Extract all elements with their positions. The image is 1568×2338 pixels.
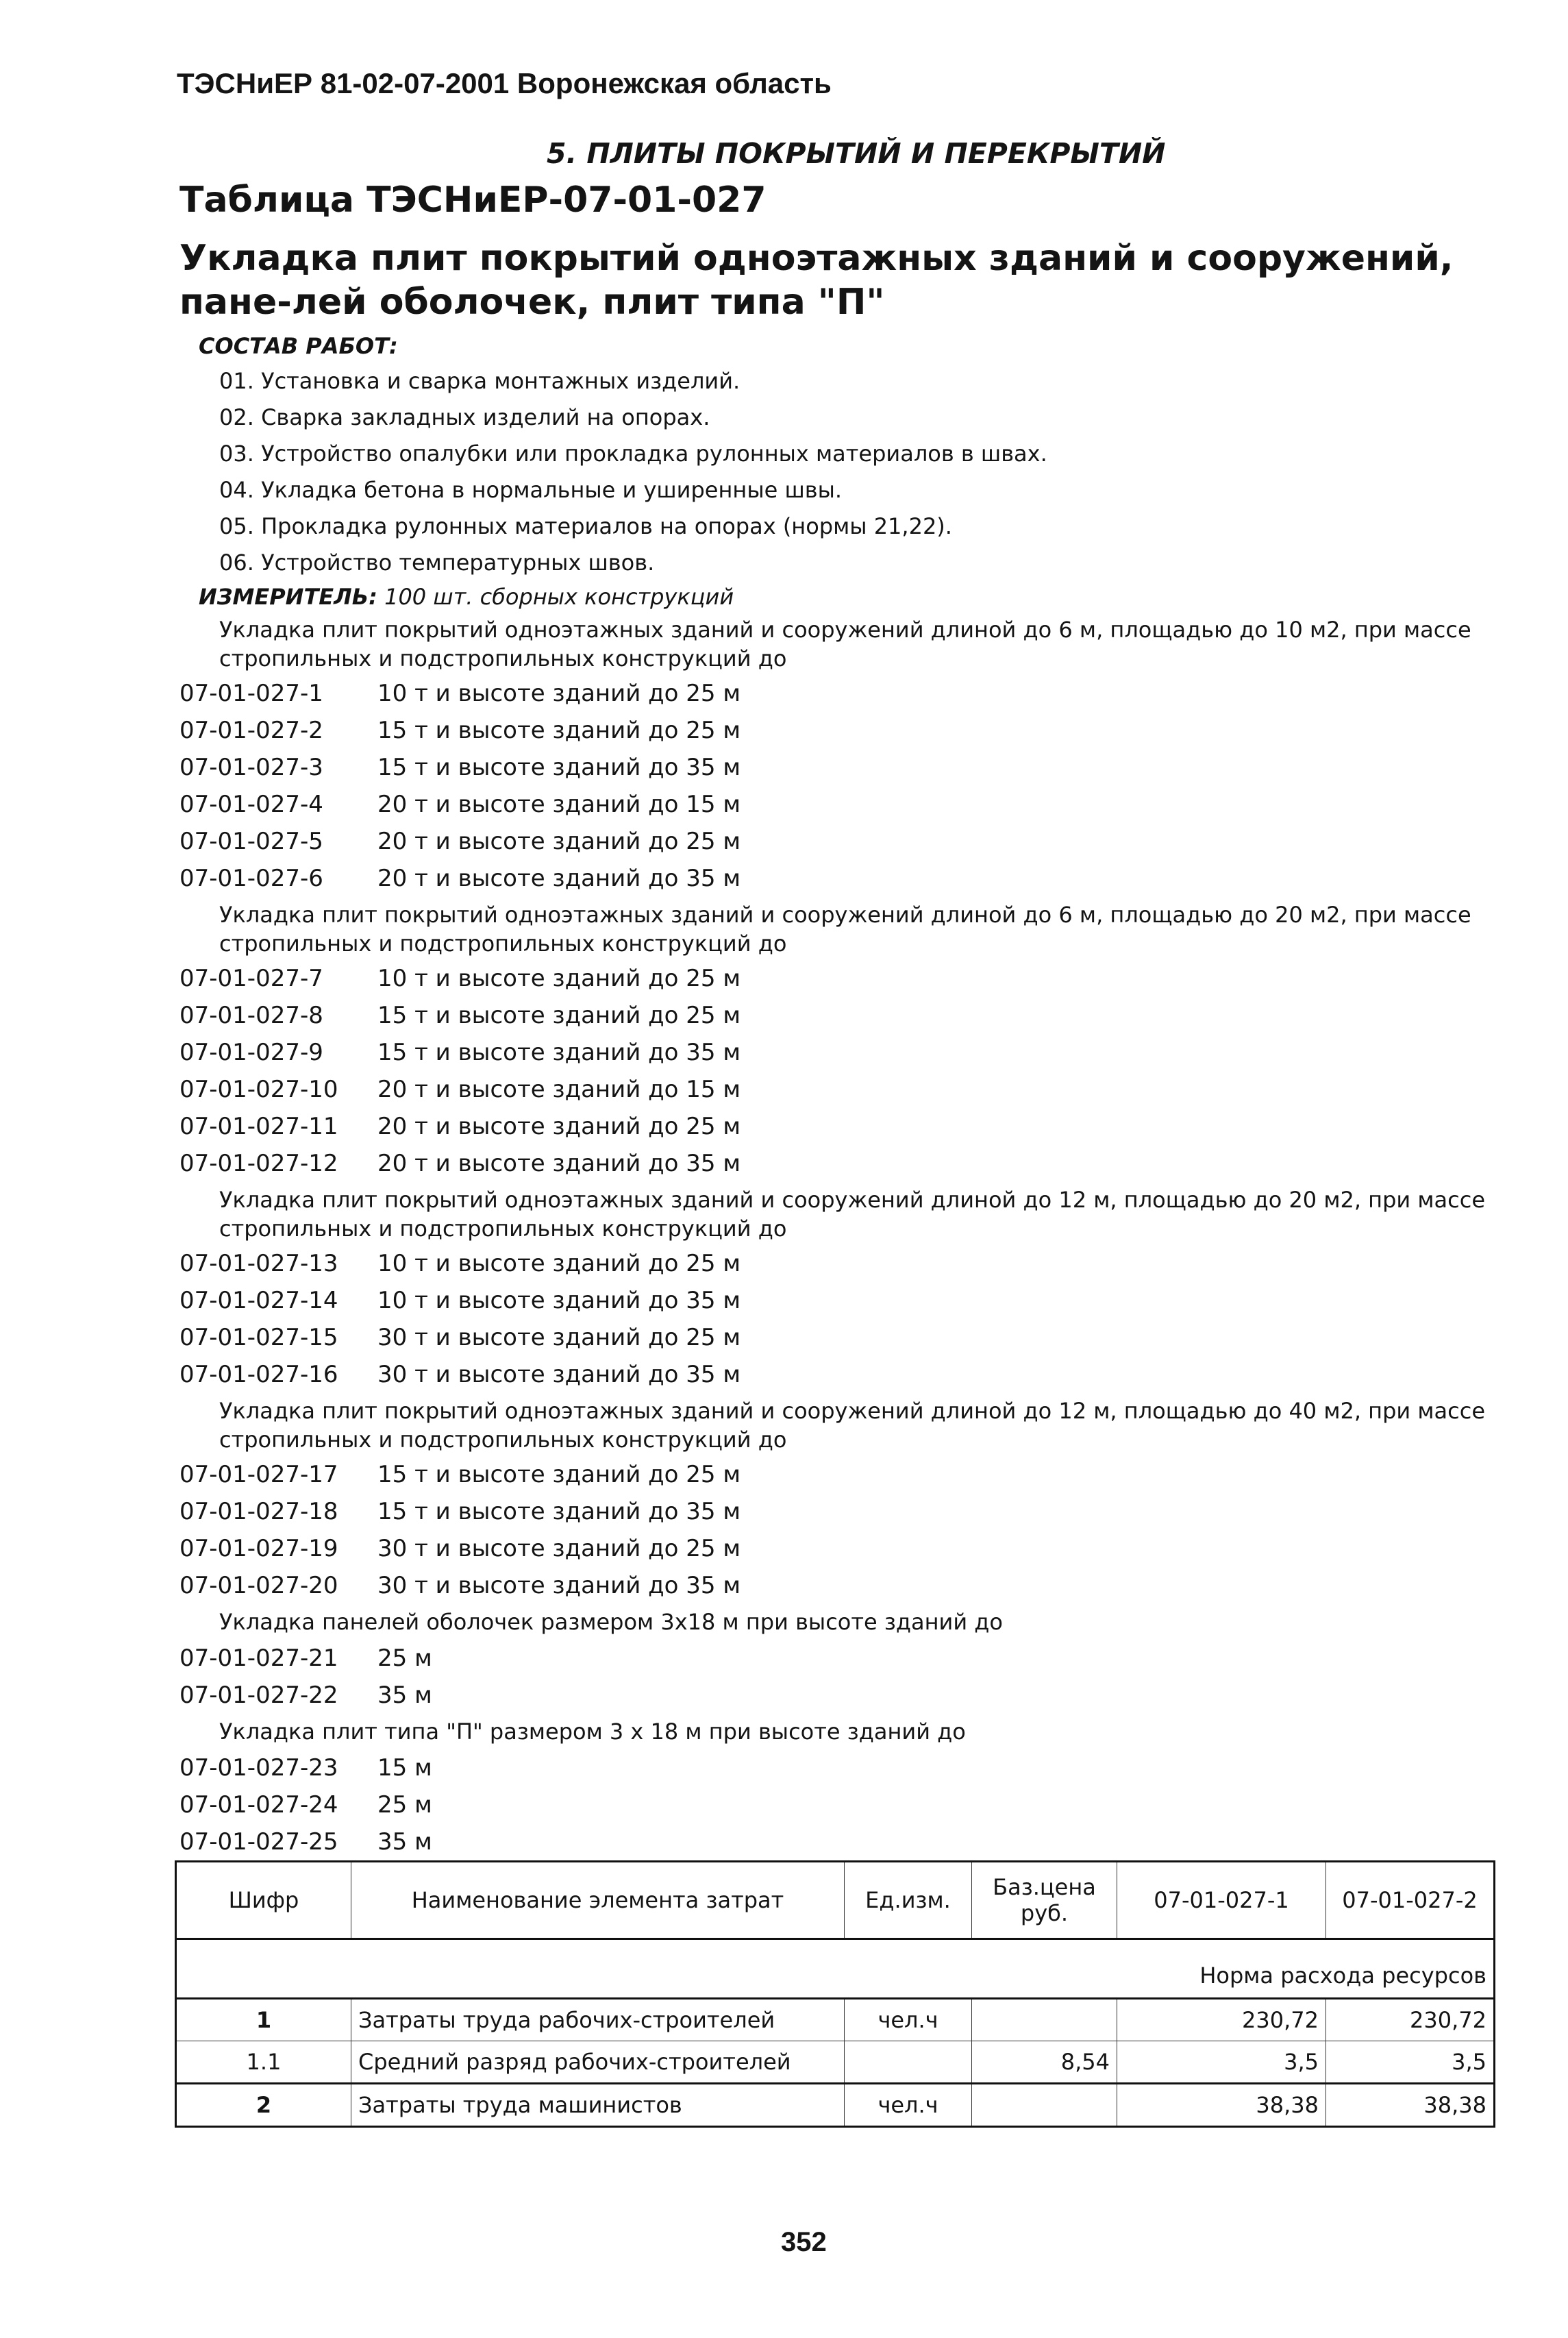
operation-item: 01. Установка и сварка монтажных изделий.: [219, 368, 741, 394]
table-row: [176, 1999, 1495, 2041]
norm-code: 07-01-027-13: [179, 1250, 338, 1277]
cell-code: 1.1: [176, 2041, 351, 2084]
cell-unit: чел.ч: [845, 2084, 972, 2127]
norm-code: 07-01-027-8: [179, 1002, 323, 1029]
norm-code: 07-01-027-18: [179, 1498, 338, 1525]
cell-value-1: 230,72: [1117, 1999, 1326, 2041]
norm-description: 20 т и высоте зданий до 25 м: [377, 1113, 741, 1140]
cell-name: Затраты труда машинистов: [351, 2084, 845, 2127]
cell-value-2: 38,38: [1326, 2084, 1495, 2127]
norm-code: 07-01-027-4: [179, 791, 323, 818]
norm-description: 30 т и высоте зданий до 35 м: [377, 1572, 741, 1599]
norm-description: 10 т и высоте зданий до 35 м: [377, 1287, 741, 1314]
norm-description: 30 т и высоте зданий до 35 м: [377, 1361, 741, 1388]
composition-label: СОСТАВ РАБОТ:: [199, 333, 398, 359]
norm-code: 07-01-027-6: [179, 865, 323, 892]
norm-label-row: [176, 1939, 1495, 1999]
table-row: [176, 2041, 1495, 2084]
norm-description: 20 т и высоте зданий до 35 м: [377, 1150, 741, 1177]
group-title: Укладка плит покрытий одноэтажных зданий и сооружений длиной до 12 м, площадью до 20 м2, при массе стропильных и подстропильных конструкций до: [219, 1187, 1485, 1242]
work-title: Укладка плит покрытий одноэтажных зданий и сооружений, пане-лей оболочек, плит типа "П": [179, 238, 1454, 323]
norm-description: 25 м: [377, 1645, 432, 1672]
resource-table: [175, 1860, 1495, 2128]
cell-unit: [845, 2041, 972, 2084]
norm-description: 25 м: [377, 1791, 432, 1819]
operation-item: 02. Сварка закладных изделий на опорах.: [219, 404, 710, 430]
norm-description: 15 т и высоте зданий до 25 м: [377, 1461, 741, 1488]
document-header: ТЭСНиЕР 81-02-07-2001 Воронежская область: [177, 67, 832, 99]
group-title: Укладка плит типа "П" размером 3 х 18 м при высоте зданий до: [219, 1719, 966, 1745]
norm-description: 15 т и высоте зданий до 35 м: [377, 1498, 741, 1525]
header-norm-2: 07-01-027-2: [1326, 1862, 1495, 1939]
norm-label: Норма расхода ресурсов: [176, 1939, 1495, 1999]
operation-item: 04. Укладка бетона в нормальные и уширенные швы.: [219, 477, 843, 503]
norm-code: 07-01-027-9: [179, 1039, 323, 1066]
norm-description: 35 м: [377, 1682, 432, 1709]
table-header-row: [176, 1862, 1495, 1939]
group-title: Укладка панелей оболочек размером 3х18 м при высоте зданий до: [219, 1609, 1003, 1635]
norm-code: 07-01-027-19: [179, 1535, 338, 1562]
norm-description: 30 т и высоте зданий до 25 м: [377, 1535, 741, 1562]
header-base-price: Баз.цена руб.: [972, 1862, 1117, 1939]
norm-description: 20 т и высоте зданий до 15 м: [377, 791, 741, 818]
meter-value: 100 шт. сборных конструкций: [384, 584, 734, 610]
section-title: 5. ПЛИТЫ ПОКРЫТИЙ И ПЕРЕКРЫТИЙ: [547, 137, 1166, 170]
norm-description: 15 т и высоте зданий до 25 м: [377, 1002, 741, 1029]
norm-code: 07-01-027-14: [179, 1287, 338, 1314]
norm-code: 07-01-027-17: [179, 1461, 338, 1488]
operation-item: 06. Устройство температурных швов.: [219, 550, 655, 576]
norm-code: 07-01-027-2: [179, 717, 323, 744]
norm-code: 07-01-027-21: [179, 1645, 338, 1672]
norm-description: 35 м: [377, 1828, 432, 1856]
meter-line: [199, 584, 734, 610]
norm-code: 07-01-027-15: [179, 1324, 338, 1351]
header-unit: Ед.изм.: [845, 1862, 972, 1939]
cell-value-1: 38,38: [1117, 2084, 1326, 2127]
norm-description: 15 м: [377, 1754, 432, 1782]
norm-code: 07-01-027-5: [179, 828, 323, 855]
norm-code: 07-01-027-23: [179, 1754, 338, 1782]
cell-price: [972, 1999, 1117, 2041]
norm-code: 07-01-027-25: [179, 1828, 338, 1856]
cell-value-1: 3,5: [1117, 2041, 1326, 2084]
table-title: Таблица ТЭСНиЕР-07-01-027: [179, 180, 767, 221]
cell-code: 1: [176, 1999, 351, 2041]
operation-item: 05. Прокладка рулонных материалов на опорах (нормы 21,22).: [219, 513, 952, 539]
norm-description: 20 т и высоте зданий до 25 м: [377, 828, 741, 855]
norm-code: 07-01-027-3: [179, 754, 323, 781]
cell-unit: чел.ч: [845, 1999, 972, 2041]
cell-value-2: 3,5: [1326, 2041, 1495, 2084]
norm-description: 30 т и высоте зданий до 25 м: [377, 1324, 741, 1351]
norm-description: 15 т и высоте зданий до 25 м: [377, 717, 741, 744]
page-number: 352: [781, 2227, 827, 2257]
header-code: Шифр: [176, 1862, 351, 1939]
header-name: Наименование элемента затрат: [351, 1862, 845, 1939]
operation-item: 03. Устройство опалубки или прокладка рулонных материалов в швах.: [219, 441, 1047, 467]
norm-description: 10 т и высоте зданий до 25 м: [377, 965, 741, 992]
norm-description: 15 т и высоте зданий до 35 м: [377, 754, 741, 781]
group-title: Укладка плит покрытий одноэтажных зданий и сооружений длиной до 6 м, площадью до 20 м2, при массе стропильных и подстропильных конструкций до: [219, 902, 1471, 957]
group-title: Укладка плит покрытий одноэтажных зданий и сооружений длиной до 6 м, площадью до 10 м2, при массе стропильных и подстропильных конструкций до: [219, 617, 1471, 672]
norm-description: 15 т и высоте зданий до 35 м: [377, 1039, 741, 1066]
cell-value-2: 230,72: [1326, 1999, 1495, 2041]
cell-price: 8,54: [972, 2041, 1117, 2084]
norm-code: 07-01-027-10: [179, 1076, 338, 1103]
cell-name: Средний разряд рабочих-строителей: [351, 2041, 845, 2084]
table-row: [176, 2084, 1495, 2127]
norm-code: 07-01-027-7: [179, 965, 323, 992]
meter-label: ИЗМЕРИТЕЛЬ:: [199, 584, 377, 610]
cell-price: [972, 2084, 1117, 2127]
norm-code: 07-01-027-11: [179, 1113, 338, 1140]
group-title: Укладка плит покрытий одноэтажных зданий и сооружений длиной до 12 м, площадью до 40 м2, при массе стропильных и подстропильных конструкций до: [219, 1398, 1485, 1453]
norm-description: 10 т и высоте зданий до 25 м: [377, 1250, 741, 1277]
norm-code: 07-01-027-1: [179, 680, 323, 707]
header-norm-1: 07-01-027-1: [1117, 1862, 1326, 1939]
cell-code: 2: [176, 2084, 351, 2127]
cell-name: Затраты труда рабочих-строителей: [351, 1999, 845, 2041]
norm-description: 10 т и высоте зданий до 25 м: [377, 680, 741, 707]
norm-code: 07-01-027-12: [179, 1150, 338, 1177]
norm-code: 07-01-027-16: [179, 1361, 338, 1388]
norm-description: 20 т и высоте зданий до 35 м: [377, 865, 741, 892]
norm-code: 07-01-027-22: [179, 1682, 338, 1709]
norm-code: 07-01-027-24: [179, 1791, 338, 1819]
norm-description: 20 т и высоте зданий до 15 м: [377, 1076, 741, 1103]
norm-code: 07-01-027-20: [179, 1572, 338, 1599]
